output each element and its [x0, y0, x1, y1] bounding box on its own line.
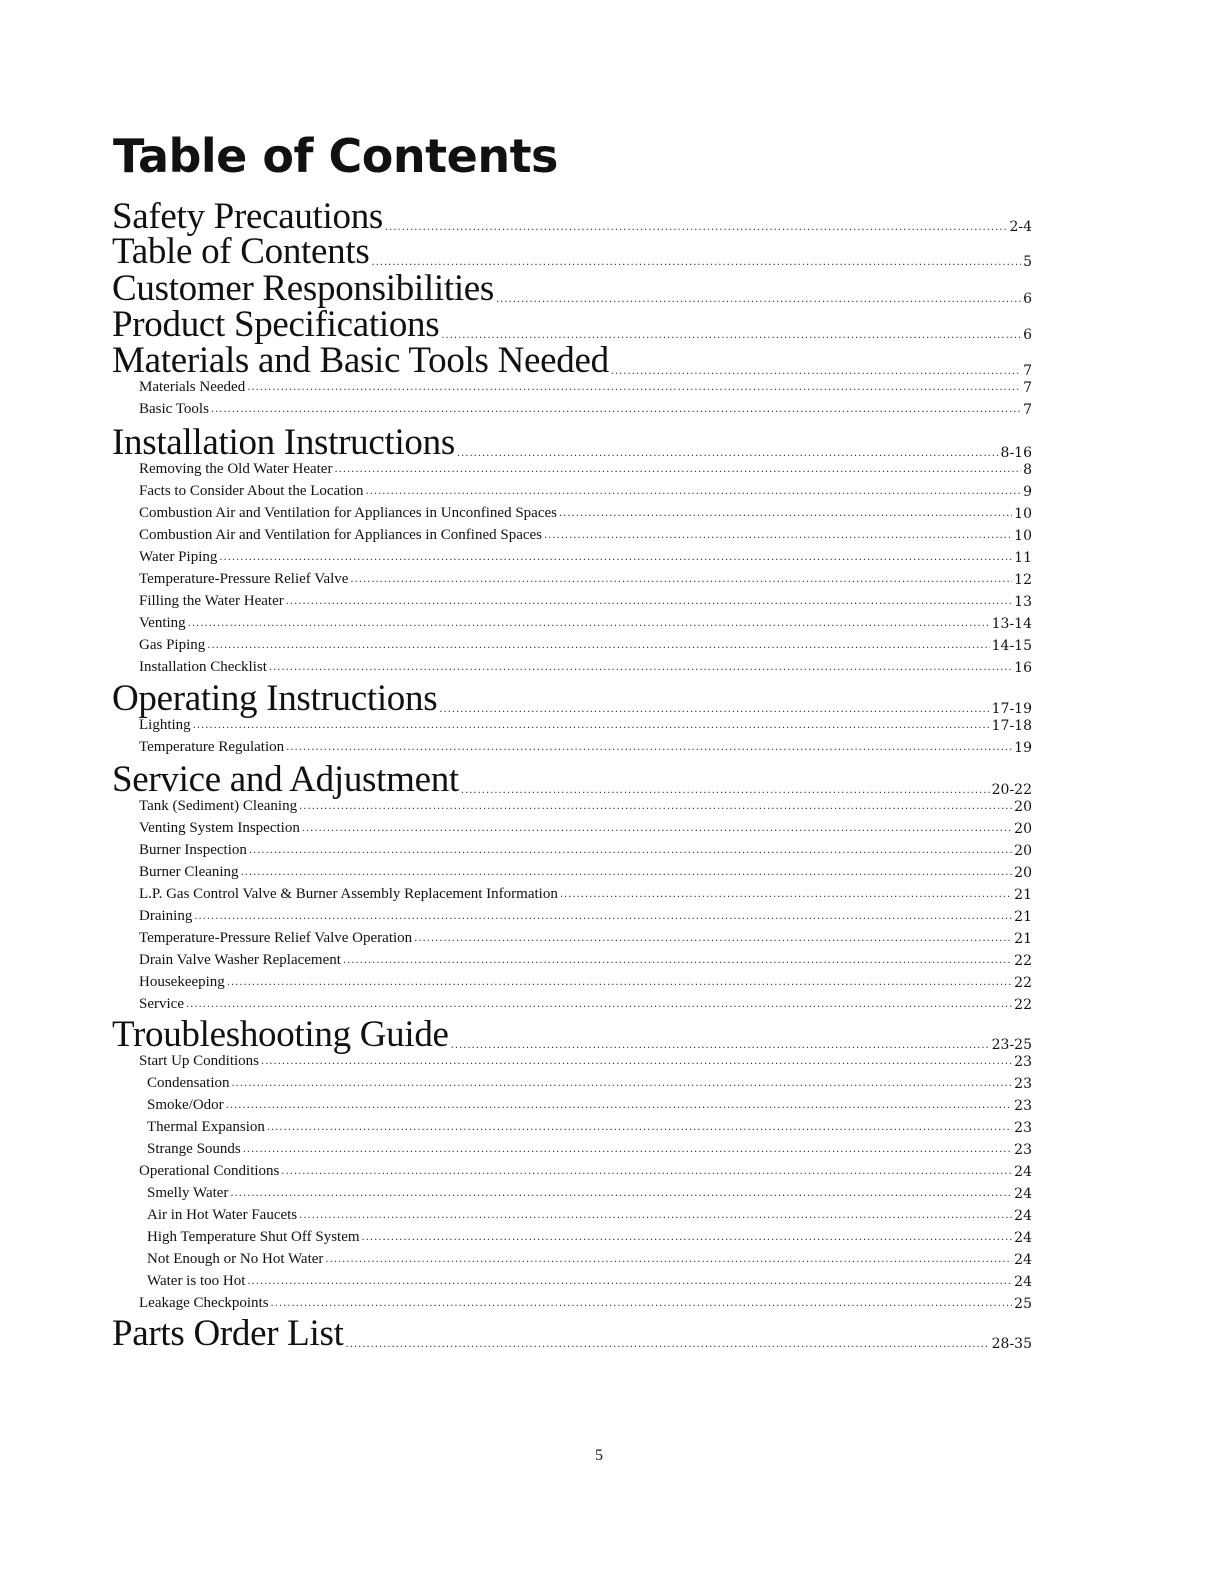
toc-entry-page: 8-16 — [1000, 445, 1032, 461]
toc-subsection — [112, 795, 1032, 815]
toc-entry-label: Table of Contents — [112, 231, 370, 272]
toc-subsection — [112, 612, 1032, 632]
toc-entry-label: Drain Valve Washer Replacement — [139, 952, 341, 968]
toc-entry-label: Air in Hot Water Faucets — [147, 1207, 298, 1223]
toc-entry-label: Basic Tools — [139, 401, 209, 417]
dot-leader — [211, 405, 1021, 418]
toc-entry-label: Temperature-Pressure Relief Valve — [139, 571, 349, 587]
toc-entry-page: 23 — [1014, 1098, 1032, 1114]
toc-subsection — [112, 524, 1032, 544]
toc-entry-page: 7 — [1023, 363, 1032, 379]
toc-entry-page: 20 — [1014, 865, 1032, 881]
toc-subsection — [112, 927, 1032, 947]
dot-leader — [261, 1057, 1012, 1070]
toc-entry-label: Service and Adjustment — [112, 759, 459, 800]
toc-subsection — [112, 656, 1032, 676]
dot-leader — [188, 619, 990, 632]
toc-subsection — [112, 817, 1032, 837]
toc-entry-label: Start Up Conditions — [139, 1053, 260, 1069]
toc-entry-label: Tank (Sediment) Cleaning — [139, 798, 298, 814]
toc-entry-page: 23 — [1014, 1054, 1032, 1070]
toc-entry-label: Temperature-Pressure Relief Valve Operation — [139, 930, 413, 946]
toc-entry-label: Combustion Air and Ventilation for Appliances in Confined Spaces — [139, 527, 543, 543]
toc-entry-page: 8 — [1023, 462, 1032, 478]
toc-entry-label: Draining — [139, 908, 193, 924]
toc-entry-page: 9 — [1023, 484, 1032, 500]
toc-section — [112, 1314, 1032, 1354]
toc-entry-label: Facts to Consider About the Location — [139, 483, 364, 499]
dot-leader — [267, 1123, 1012, 1136]
toc-entry-label: Temperature Regulation — [139, 739, 285, 755]
dot-leader — [227, 978, 1012, 991]
dot-leader — [193, 721, 990, 734]
toc-subsection — [112, 1248, 1032, 1268]
page-title: Table of Contents — [113, 129, 558, 183]
dot-leader — [286, 743, 1012, 756]
toc-section — [112, 423, 1032, 463]
toc-subsection — [112, 458, 1032, 478]
dot-leader — [544, 531, 1012, 544]
toc-entry-page: 19 — [1014, 740, 1032, 756]
toc-entry-page: 24 — [1014, 1208, 1032, 1224]
toc-entry-page: 12 — [1014, 572, 1032, 588]
toc-entry-page: 20 — [1014, 821, 1032, 837]
toc-entry-page: 21 — [1014, 909, 1032, 925]
dot-leader — [299, 1211, 1012, 1224]
dot-leader — [186, 1000, 1012, 1013]
toc-entry-label: Smoke/Odor — [147, 1097, 224, 1113]
toc-entry-page: 14-15 — [991, 638, 1032, 654]
toc-entry-page: 13 — [1014, 594, 1032, 610]
dot-leader — [219, 553, 1012, 566]
toc-entry-label: Water is too Hot — [147, 1273, 246, 1289]
toc-subsection — [112, 1226, 1032, 1246]
toc-subsection — [112, 905, 1032, 925]
toc-subsection — [112, 1072, 1032, 1092]
toc-subsection — [112, 398, 1032, 418]
toc-entry-page: 24 — [1014, 1252, 1032, 1268]
toc-entry-page: 10 — [1014, 506, 1032, 522]
dot-leader — [232, 1079, 1013, 1092]
toc-subsection — [112, 546, 1032, 566]
toc-entry-label: Product Specifications — [112, 304, 440, 345]
toc-entry-label: Combustion Air and Ventilation for Appliances in Unconfined Spaces — [139, 505, 557, 521]
toc-subsection — [112, 1204, 1032, 1224]
toc-subsection — [112, 839, 1032, 859]
toc-entry-page: 25 — [1014, 1296, 1032, 1312]
page-number: 5 — [595, 1447, 603, 1464]
toc-entry-label: Customer Responsibilities — [112, 268, 495, 309]
toc-entry-label: Service — [139, 996, 184, 1012]
dot-leader — [269, 663, 1012, 676]
dot-leader — [194, 912, 1012, 925]
toc-entry-label: Water Piping — [139, 549, 218, 565]
toc-entry-label: Materials Needed — [139, 379, 246, 395]
toc-entry-label: Smelly Water — [147, 1185, 229, 1201]
toc-entry-label: Parts Order List — [112, 1313, 344, 1354]
toc-subsection — [112, 480, 1032, 500]
toc-entry-page: 17-19 — [991, 701, 1032, 717]
toc-subsection — [112, 1182, 1032, 1202]
toc-entry-page: 7 — [1023, 402, 1032, 418]
toc-entry-label: Venting System Inspection — [139, 820, 300, 836]
toc-entry-page: 6 — [1023, 327, 1032, 343]
dot-leader — [343, 956, 1012, 969]
toc-entry-label: Condensation — [147, 1075, 230, 1091]
toc-entry-page: 20 — [1014, 843, 1032, 859]
toc-section — [112, 1015, 1032, 1055]
dot-leader — [207, 641, 989, 654]
toc-entry-page: 28-35 — [991, 1336, 1032, 1352]
toc-entry-page: 20-22 — [991, 782, 1032, 798]
toc-entry-label: Leakage Checkpoints — [139, 1295, 269, 1311]
dot-leader — [247, 1277, 1012, 1290]
toc-entry-page: 24 — [1014, 1230, 1032, 1246]
dot-leader — [281, 1167, 1012, 1180]
toc-subsection — [112, 714, 1032, 734]
toc-subsection — [112, 993, 1032, 1013]
toc-entry-label: Not Enough or No Hot Water — [147, 1251, 324, 1267]
toc-subsection — [112, 1094, 1032, 1114]
dot-leader — [325, 1255, 1012, 1268]
toc-entry-page: 22 — [1014, 975, 1032, 991]
dot-leader — [350, 575, 1012, 588]
toc-subsection — [112, 861, 1032, 881]
toc-subsection — [112, 736, 1032, 756]
toc-entry-page: 11 — [1014, 550, 1032, 566]
toc-subsection — [112, 883, 1032, 903]
dot-leader — [334, 465, 1021, 478]
toc-subsection — [112, 568, 1032, 588]
toc-entry-label: Troubleshooting Guide — [112, 1014, 449, 1055]
dot-leader — [362, 1233, 1013, 1246]
toc-entry-label: Burner Inspection — [139, 842, 247, 858]
toc-entry-page: 22 — [1014, 997, 1032, 1013]
toc-subsection — [112, 1138, 1032, 1158]
toc-entry-label: Installation Instructions — [112, 422, 455, 463]
dot-leader — [366, 487, 1022, 500]
toc-entry-page: 24 — [1014, 1274, 1032, 1290]
toc-entry-page: 23 — [1014, 1142, 1032, 1158]
dot-leader — [247, 383, 1021, 396]
toc-entry-page: 22 — [1014, 953, 1032, 969]
toc-entry-page: 2-4 — [1009, 219, 1032, 235]
dot-leader — [560, 890, 1012, 903]
toc-entry-page: 10 — [1014, 528, 1032, 544]
toc-section — [112, 679, 1032, 719]
toc-subsection — [112, 1270, 1032, 1290]
toc-entry-label: Removing the Old Water Heater — [139, 461, 333, 477]
toc-subsection — [112, 376, 1032, 396]
toc-entry-label: High Temperature Shut Off System — [147, 1229, 360, 1245]
dot-leader — [243, 1145, 1012, 1158]
dot-leader — [286, 597, 1012, 610]
dot-leader — [241, 868, 1013, 881]
toc-entry-page: 20 — [1014, 799, 1032, 815]
toc-entry-page: 17-18 — [991, 718, 1032, 734]
toc-entry-label: Lighting — [139, 717, 191, 733]
toc-section — [112, 341, 1032, 381]
toc-section — [112, 269, 1032, 309]
toc-entry-label: Gas Piping — [139, 637, 206, 653]
toc-entry-page: 6 — [1023, 291, 1032, 307]
dot-leader — [559, 509, 1012, 522]
dot-leader — [230, 1189, 1012, 1202]
toc-entry-page: 21 — [1014, 887, 1032, 903]
toc-entry-label: Installation Checklist — [139, 659, 267, 675]
dot-leader — [299, 802, 1012, 815]
toc-entry-label: Safety Precautions — [112, 196, 383, 237]
toc-entry-label: Venting — [139, 615, 186, 631]
toc-entry-page: 13-14 — [991, 616, 1032, 632]
dot-leader — [414, 934, 1012, 947]
toc-subsection — [112, 590, 1032, 610]
toc-subsection — [112, 1160, 1032, 1180]
toc-entry-page: 5 — [1023, 254, 1032, 270]
toc-entry-label: Thermal Expansion — [147, 1119, 265, 1135]
toc-subsection — [112, 634, 1032, 654]
dot-leader — [271, 1299, 1013, 1312]
toc-entry-page: 24 — [1014, 1186, 1032, 1202]
dot-leader — [249, 846, 1012, 859]
toc-entry-label: Strange Sounds — [147, 1141, 241, 1157]
toc-subsection — [112, 1292, 1032, 1312]
toc-subsection — [112, 949, 1032, 969]
toc-entry-page: 7 — [1023, 380, 1032, 396]
toc-entry-label: Materials and Basic Tools Needed — [112, 340, 609, 381]
toc-entry-page: 23 — [1014, 1076, 1032, 1092]
toc-entry-page: 23 — [1014, 1120, 1032, 1136]
toc-section — [112, 760, 1032, 800]
dot-leader — [302, 824, 1012, 837]
dot-leader — [346, 1340, 990, 1354]
toc-subsection — [112, 1050, 1032, 1070]
toc-subsection — [112, 971, 1032, 991]
toc-subsection — [112, 1116, 1032, 1136]
toc-subsection — [112, 502, 1032, 522]
toc-entry-label: Burner Cleaning — [139, 864, 239, 880]
toc-entry-page: 16 — [1014, 660, 1032, 676]
toc-entry-label: Filling the Water Heater — [139, 593, 284, 609]
toc-entry-page: 24 — [1014, 1164, 1032, 1180]
toc-section — [112, 232, 1032, 272]
toc-entry-label: Housekeeping — [139, 974, 225, 990]
toc-section — [112, 305, 1032, 345]
toc-entry-page: 21 — [1014, 931, 1032, 947]
toc-entry-label: Operational Conditions — [139, 1163, 280, 1179]
toc-entry-label: Operating Instructions — [112, 678, 438, 719]
toc-entry-label: L.P. Gas Control Valve & Burner Assembly Replacement Information — [139, 886, 558, 902]
toc-entry-page: 23-25 — [991, 1037, 1032, 1053]
dot-leader — [226, 1101, 1013, 1114]
